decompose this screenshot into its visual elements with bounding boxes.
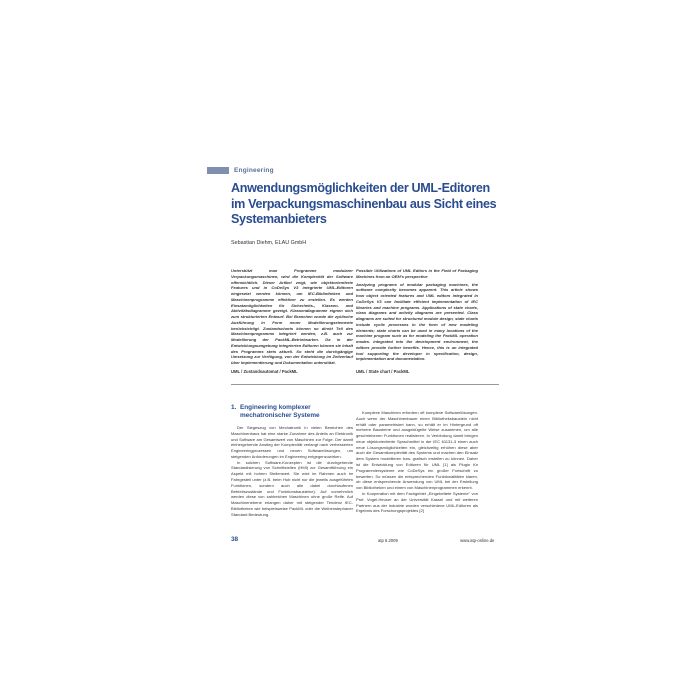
section-color-bar <box>207 167 229 174</box>
section-heading-line2: mechatronischer Systeme <box>240 411 320 419</box>
section-heading-line1: Engineering komplexer <box>240 404 311 411</box>
article-author: Sebastian Diehm, ELAU GmbH <box>231 240 307 246</box>
section-label: Engineering <box>234 166 274 174</box>
body-column-left <box>231 425 353 518</box>
abstract-english-text: Analyzing programs of modular packaging machines, the software complexity becomes apparent. This article shows how object oriented features and UML editors integrated in CoDeSys V3 can facilitate efficient implementation of IEC libraries and machine programs. Applications of state charts, class diagrams and activity diagrams are presented. Class diagrams are suited for structured module design, state charts include cyclic processes in the form of new modeling elements; state charts can be used in many locations of the machine program such as for modeling the PackML operation modes. Integrated into the development environment, the editors provide further benefits. Hence, this is an integrated tool supporting the developer in specification, design, implementation and documentation. <box>356 281 478 362</box>
body-paragraph: Der Siegeszug von Mechatronik in vielen Bereichen des Maschinenbaus hat eine starke Zunahme des Anteils an Elektronik und Software am Gesamtwert von Maschinen zur Folge. Der damit einhergehende Anstieg der Komplexität verlangt nach verbesserten Engineeringprozessen und neuen Softwarelösungen, um steigenden Anforderungen im Engineering entgegenzuwirken. <box>231 425 353 459</box>
abstract-english <box>356 268 478 362</box>
section-divider <box>231 384 499 385</box>
keywords-english: UML / State chart / PackML <box>356 369 410 374</box>
page-number: 38 <box>231 536 239 543</box>
section-tag <box>207 164 274 176</box>
journal-issue: atp 6.2009 <box>378 538 398 543</box>
keywords-german: UML / Zustandsautomat / PackML <box>231 369 298 374</box>
abstract-english-title: Possible Utilizations of UML Editors in the Field of Packaging Machines from an OEM's perspective <box>356 268 478 279</box>
body-paragraph: In solchen Software-Konzepten ist die durchgehende Standardisierung von Schnittstellen (HMI) zur Gesamtführung ein Aspekt mit hohem Stellenwert. Sie wird im Rahmen auch im Fahrgestell unter (z.B. beim Hub nicht nur die jeweils ausgeführten Funktionen, sondern auch alle dabei durchlaufenen Betriebszustände und Funktionsbausteine). Auf vornehmlich werden diese von zahlreichen Maschinen ohne große Reife. Auf Maschinenebene erlangen daher mit steigender Tendenz IEC-Bibliotheken wie beispielsweise PackML oder die Weihenstephaner Standard Bedeutung. <box>231 459 353 517</box>
section-heading <box>231 404 353 419</box>
journal-website: www.atp-online.de <box>460 538 495 543</box>
body-column-right <box>356 410 478 514</box>
article-title: Anwendungsmöglichkeiten der UML-Editoren im Verpackungsmaschinenbau aus Sicht eines Systemanbieters <box>231 181 497 226</box>
section-number: 1. <box>231 404 237 411</box>
body-paragraph: Komplexe Maschinen erfordern oft komplexe Softwarelösungen. Auch wenn der Maschinenbauer einen Bibliotheksbaustein nicht erhält oder parametrisiert kann, so erhält er im Hintergrund oft mehrere Bausteine und ausgeklügelte Weise zusammen, um alle geschriebenen Funktionen realisieren. In Verbindung damit bringen neue objektorientierte Sprachmittel in der IEC 61131-3 einen auch neue Lösungsmöglichkeiten ein, gleichzeitig erhöhen diese aber auch die Gesamtkomplexität des Systems und machen den Einsatz dem System modellieren bzw. grafisch erstellen zu können. Daher ist die Entwicklung von Editoren für UML [1] als Plugin für Programmiersysteme wie CoDeSys ein großer Fortschritt zu bewerten. So müssen die entsprechenden Funktionalitäten klaren, ob diese entsprechende Anwendung von UML bei der Erstellung von Bibliotheken und einem von Maschinenprogrammen erkennt. <box>356 410 478 491</box>
abstract-german: Unterstützt man Programme modularer Verpackungsmaschinen, wird die Komplexität der Software offensichtlich. Dieser Artikel zeigt, wie objektorientierte Features und in CoDeSys V3 integrierte UML-Editoren eingesetzt werden können, um IEC-Bibliotheken und Maschinenprogramme effektiver zu erstellen. Es werden Einsatzmöglichkeiten für Sicherheits-, Klassen- und Aktivitätsdiagramme gezeigt. Klassendiagramme eignen sich zum strukturierten Entwurf. Bei Branchen wurde die zyklische Ausführung in Form neuer Modellierungselemente berücksichtigt. Zustandscharts können so direkt Teil des Maschinenprogramms integriert werden, z.B. auch zur Modellierung der PackML-Betriebsarten. Da in der Entwicklungsumgebung integrierten Editoren können sie Inhalt des Programms stets aktuell. So steht die durchgängige Umsetzung zur Verfügung, von der Entwicklung im Zeitverlauf über Implementierung und Dokumentation unterstützt. <box>231 268 353 365</box>
body-paragraph: In Kooperation mit dem Fachgebiet „Eingebettete Systeme" von Prof. Vogel-Heuser an der Universität Kassel und mit weiteren Partnern aus der Industrie wurden verschiedene UML-Editoren als Ergebnis des Forschungsprojektes [2] <box>356 490 478 514</box>
footer-citation <box>378 538 494 543</box>
